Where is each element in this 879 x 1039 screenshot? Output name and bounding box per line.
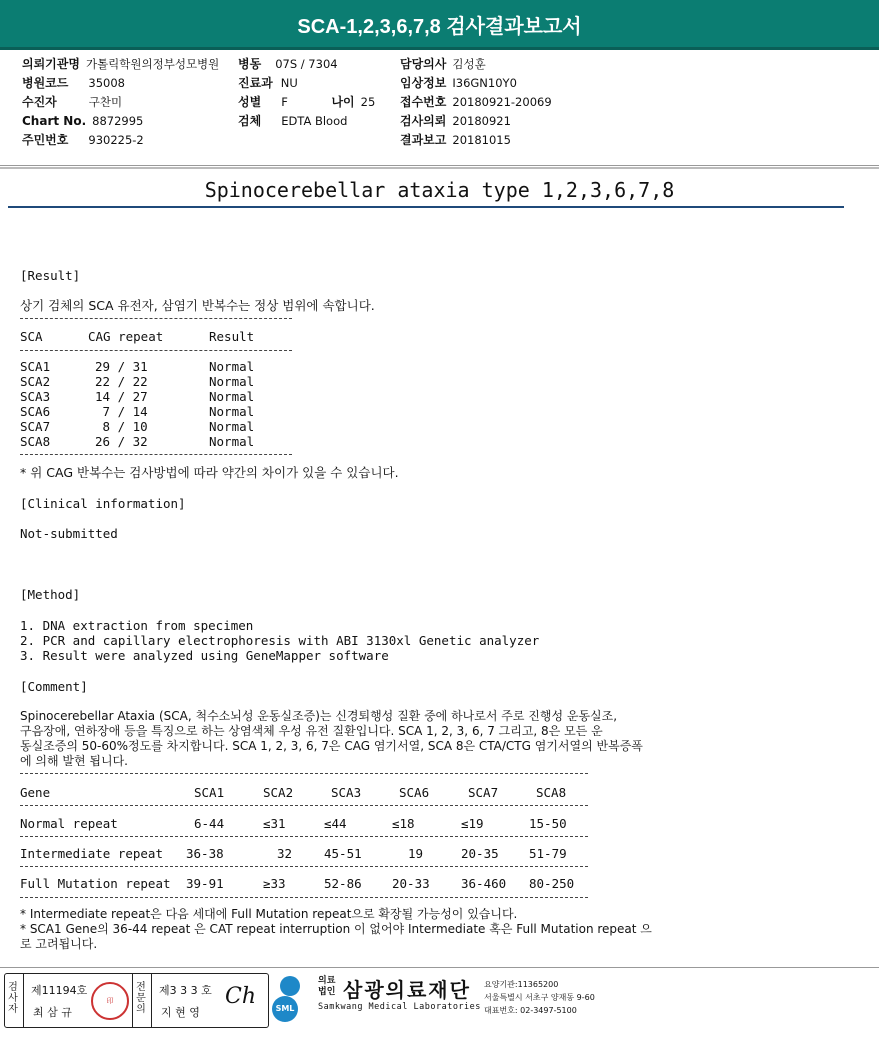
table-cell: 15-50 xyxy=(529,816,567,831)
result-cell: Normal xyxy=(209,434,255,449)
divider xyxy=(151,974,152,1027)
table-cell: 52-86 xyxy=(324,876,362,891)
field-value: 35008 xyxy=(88,76,125,90)
org-english: Samkwang Medical Laboratories xyxy=(318,1002,481,1012)
field-label: 주민번호 xyxy=(22,133,69,147)
cag-cell: 8 / 10 xyxy=(95,419,148,434)
comment-line: Spinocerebellar Ataxia (SCA, 척수소뇌성 운동실조증)는 신경퇴행성 질환 중에 하나로서 주로 진행성 운동실조, xyxy=(20,709,618,723)
table-row-label: Normal repeat xyxy=(20,816,118,831)
result-cell: Normal xyxy=(209,374,255,389)
comment-heading: [Comment] xyxy=(20,679,88,694)
specialist-number: 제3 3 3 호 xyxy=(159,984,212,997)
comment-line: 구음장애, 연하장애 등을 특징으로 하는 상염색체 우성 유전 질환입니다. SCA 1, 2, 3, 6, 7 그리고, 8은 모든 운 xyxy=(20,724,603,738)
table-cell: 39-91 xyxy=(186,876,224,891)
field-label: 성별 xyxy=(238,95,262,109)
inspector-name: 최 삼 규 xyxy=(33,1006,72,1019)
divider xyxy=(20,897,588,898)
field-value: 김성훈 xyxy=(452,57,486,71)
gene-col-header: SCA1 xyxy=(194,785,225,800)
table-cell: ≤18 xyxy=(392,816,415,831)
gene-col-header: SCA7 xyxy=(468,785,499,800)
table-row xyxy=(20,419,50,434)
inspector-number: 제11194호 xyxy=(31,984,88,997)
table-cell: ≤31 xyxy=(263,816,286,831)
table-cell: 51-79 xyxy=(529,846,567,861)
patient-info-col1 xyxy=(22,55,219,150)
heading-underline xyxy=(8,206,844,208)
field-value: 20180921-20069 xyxy=(452,95,552,109)
result-cell: Normal xyxy=(209,359,255,374)
footnote: * Intermediate repeat은 다음 세대에 Full Mutation repeat으로 확장될 가능성이 있습니다. xyxy=(20,907,518,921)
table-cell: 36-38 xyxy=(186,846,224,861)
footnote: * SCA1 Gene의 36-44 repeat 은 CAT repeat interruption 이 없어야 Intermediate 혹은 Full Mutation repeat 으 xyxy=(20,922,652,936)
field-label: 병동 xyxy=(238,57,262,71)
gene-col-header: SCA2 xyxy=(263,785,294,800)
field-label: 임상정보 xyxy=(400,76,447,90)
logo-icon: SML xyxy=(272,996,298,1022)
clinical-text: Not-submitted xyxy=(20,526,118,541)
age-value: 25 xyxy=(360,95,376,109)
field-value: 930225-2 xyxy=(88,133,144,147)
divider xyxy=(20,866,588,867)
method-item: 1. DNA extraction from specimen xyxy=(20,618,254,633)
comment-line: 동실조증의 50-60%정도를 차지합니다. SCA 1, 2, 3, 6, 7은 CAG 염기서열, SCA 8은 CTA/CTG 염기서열의 반복증폭 xyxy=(20,739,643,753)
gene-cell: SCA2 xyxy=(20,374,51,389)
table-cell: 36-460 xyxy=(461,876,507,891)
specialist-name: 지 현 영 xyxy=(161,1006,200,1019)
table-row xyxy=(20,359,50,374)
cag-cell: 29 / 31 xyxy=(95,359,148,374)
field-label: 검체 xyxy=(238,114,262,128)
age-label: 나이 xyxy=(331,95,355,109)
field-label: 수진자 xyxy=(22,95,57,109)
method-item: 2. PCR and capillary electrophoresis with ABI 3130xl Genetic analyzer xyxy=(20,633,540,648)
result-note: * 위 CAG 반복수는 검사방법에 따라 약간의 차이가 있을 수 있습니다. xyxy=(20,465,399,480)
field-value: 가톨릭학원의정부성모병원 xyxy=(85,57,220,71)
divider xyxy=(132,974,133,1027)
gene-col-header: SCA8 xyxy=(536,785,567,800)
table-cell: 32 xyxy=(277,846,293,861)
method-item: 3. Result were analyzed using GeneMapper software xyxy=(20,648,389,663)
result-col-result: Result xyxy=(209,329,255,344)
table-row-label: Full Mutation repeat xyxy=(20,876,171,891)
gene-col-header: Gene xyxy=(20,785,51,800)
table-cell: 6-44 xyxy=(194,816,225,831)
field-label: 접수번호 xyxy=(400,95,447,109)
org-info-line: 요양기관:11365200 xyxy=(484,980,559,989)
divider xyxy=(20,805,588,806)
table-row xyxy=(20,374,50,389)
inspector-label: 검사자 xyxy=(8,982,18,1015)
result-col-cag: CAG repeat xyxy=(88,329,164,344)
patient-info-col3 xyxy=(400,55,552,150)
gene-cell: SCA6 xyxy=(20,404,51,419)
divider xyxy=(20,836,588,837)
field-value: 구찬미 xyxy=(88,95,123,109)
patient-info-col2 xyxy=(238,55,375,131)
field-value: EDTA Blood xyxy=(281,114,348,128)
field-label: 결과보고 xyxy=(400,133,447,147)
result-summary: 상기 검체의 SCA 유전자, 삼염기 반복수는 정상 범위에 속합니다. xyxy=(20,298,375,313)
field-label: 진료과 xyxy=(238,76,273,90)
gene-cell: SCA7 xyxy=(20,419,51,434)
table-cell: ≤19 xyxy=(461,816,484,831)
result-cell: Normal xyxy=(209,404,255,419)
report-title-bar: SCA-1,2,3,6,7,8 검사결과보고서 xyxy=(0,0,879,50)
field-value: 07S / 7304 xyxy=(275,57,338,71)
result-heading: [Result] xyxy=(20,268,81,283)
divider xyxy=(20,773,588,774)
divider xyxy=(20,350,292,351)
result-cell: Normal xyxy=(209,419,255,434)
divider xyxy=(20,454,292,455)
table-cell: 20-33 xyxy=(392,876,430,891)
field-value: 20181015 xyxy=(452,133,511,147)
gene-col-header: SCA3 xyxy=(331,785,362,800)
result-col-sca: SCA xyxy=(20,329,43,344)
gene-cell: SCA1 xyxy=(20,359,51,374)
field-label: Chart No. xyxy=(22,114,87,128)
signature-icon: Ch xyxy=(225,984,257,1009)
field-value: 20180921 xyxy=(452,114,511,128)
cag-cell: 14 / 27 xyxy=(95,389,148,404)
comment-line: 에 의해 발현 됩니다. xyxy=(20,754,128,768)
table-row-label: Intermediate repeat xyxy=(20,846,163,861)
seal-icon: 印 xyxy=(91,982,129,1020)
field-label: 병원코드 xyxy=(22,76,69,90)
cag-cell: 22 / 22 xyxy=(95,374,148,389)
table-row xyxy=(20,404,50,419)
table-cell: ≥33 xyxy=(263,876,286,891)
table-cell: 45-51 xyxy=(324,846,362,861)
table-row xyxy=(20,389,50,404)
specialist-label: 전문의 xyxy=(136,982,146,1015)
signature-box xyxy=(4,973,269,1028)
cag-cell: 7 / 14 xyxy=(95,404,148,419)
gene-cell: SCA3 xyxy=(20,389,51,404)
cag-cell: 26 / 32 xyxy=(95,434,148,449)
field-value: I36GN10Y0 xyxy=(452,76,517,90)
table-cell: 80-250 xyxy=(529,876,575,891)
table-row xyxy=(20,434,50,449)
org-prefix: 의료법인 xyxy=(318,976,336,997)
field-label: 의뢰기관명 xyxy=(22,57,80,71)
table-cell: 19 xyxy=(408,846,424,861)
field-value: 8872995 xyxy=(92,114,144,128)
org-info-line: 서울특별시 서초구 양재동 9-60 xyxy=(484,993,595,1002)
result-cell: Normal xyxy=(209,389,255,404)
org-info xyxy=(484,978,595,1017)
org-name: 삼광의료재단 xyxy=(343,978,471,1002)
table-cell: 20-35 xyxy=(461,846,499,861)
field-value: NU xyxy=(280,76,298,90)
field-label: 담당의사 xyxy=(400,57,447,71)
footnote: 로 고려됩니다. xyxy=(20,937,98,951)
report-heading: Spinocerebellar ataxia type 1,2,3,6,7,8 xyxy=(204,178,675,202)
gene-col-header: SCA6 xyxy=(399,785,430,800)
method-heading: [Method] xyxy=(20,587,81,602)
clinical-heading: [Clinical information] xyxy=(20,496,186,511)
gene-cell: SCA8 xyxy=(20,434,51,449)
org-info-line: 대표번호: 02-3497-5100 xyxy=(484,1006,577,1015)
logo-icon xyxy=(280,976,300,996)
field-label: 검사의뢰 xyxy=(400,114,447,128)
divider xyxy=(23,974,24,1027)
table-cell: ≤44 xyxy=(324,816,347,831)
divider xyxy=(20,318,292,319)
field-value: F xyxy=(281,95,288,109)
